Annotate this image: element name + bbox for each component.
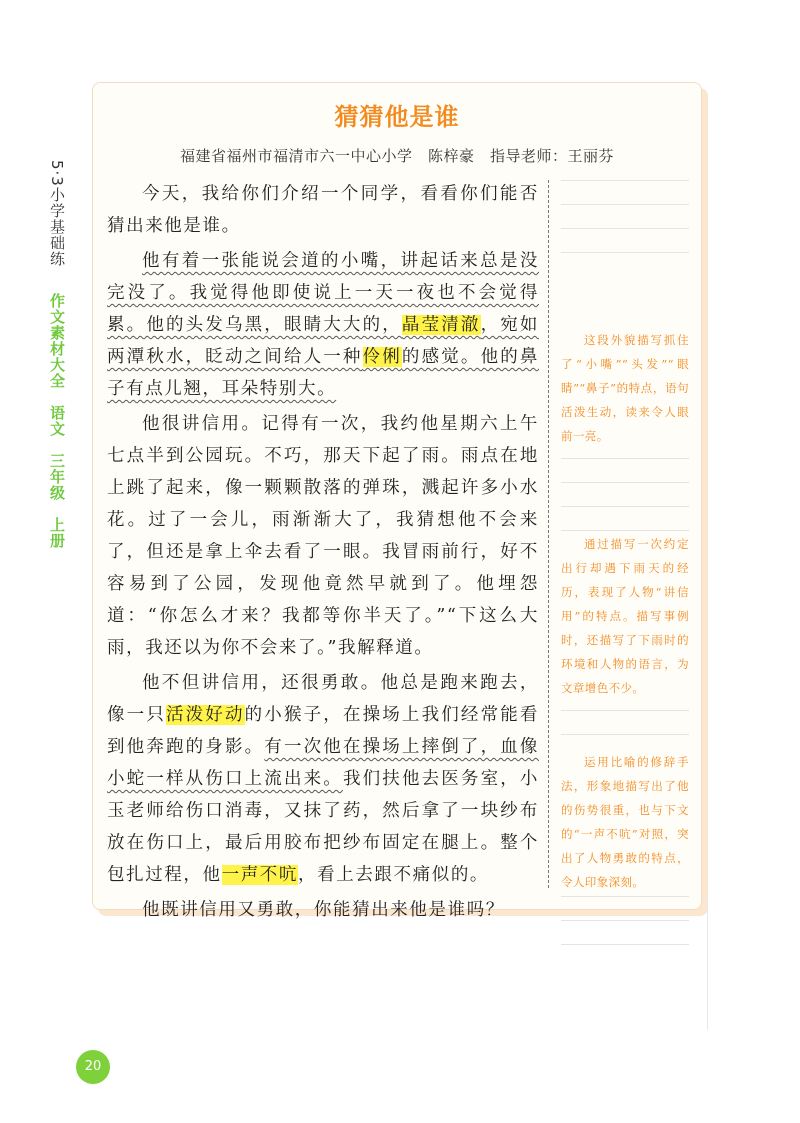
note-rule [561, 530, 689, 531]
annotation-note-2: 通过描写一次约定出行却遇下雨天的经历，表现了人物“讲信用”的特点。描写事例时，还描写了下雨时的环境和人物的语言，为文章增色不少。 [561, 537, 689, 695]
article-title: 猜猜他是谁 [334, 103, 460, 131]
paragraph-2 [107, 245, 539, 405]
note-rule [561, 734, 689, 735]
annotation-note-1: 这段外貌描写抓住了“小嘴”“头发”“眼睛”“鼻子”的特点，语句活泼生动，读来令人眼前一亮。 [561, 333, 689, 443]
book-spine-label [44, 160, 68, 549]
note-rule [561, 458, 689, 459]
text-run: ，宛如两潭秋水，眨动之间给人一种 [107, 315, 540, 367]
wavy-underlined-text: 有一次他在操场上摔倒了，血像小蛇一样从伤口上流出来。 [107, 737, 539, 789]
paragraph-4 [107, 667, 539, 891]
note-rule [561, 180, 689, 181]
page-edge-rule [707, 900, 708, 1030]
book-grade: 三年级 [48, 453, 66, 502]
note-rule [561, 710, 689, 711]
note-rule [561, 506, 689, 507]
wavy-underlined-text [107, 251, 539, 399]
note-rule [561, 252, 689, 253]
text-run: 他不但讲信用，还很勇敢。他总是跑来跑去，像一只 [107, 673, 539, 725]
article-byline: 福建省福州市福清市六一中心小学 陈梓豪 指导老师：王丽芬 [179, 147, 614, 165]
column-divider [548, 180, 549, 888]
note-rule [561, 482, 689, 483]
highlighted-phrase: 伶俐 [362, 347, 402, 367]
highlighted-phrase: 一声不吭 [221, 865, 299, 885]
book-series [48, 283, 66, 550]
text-run: 的小猴子，在操场上我们经常能看到他奔跑的身影。 [107, 705, 539, 757]
paragraph-3: 他很讲信用。记得有一次，我约他星期六上午七点半到公园玩。不巧，那天下起了雨。雨点在地上跳了起来，像一颗颗散落的弹珠，溅起许多小水花。过了一会儿，雨渐渐大了，我猜想他不会来了，但还是拿上伞去看了一眼。我冒雨前行，好不容易到了公园，发现他竟然早就到了。他埋怨道：“你怎么才来？我都等你半天了。”“下这么大雨，我还以为你不会来了。”我解释道。 [107, 414, 539, 658]
article-card [92, 82, 702, 920]
text-run: ，看上去跟不痛似的。 [298, 865, 490, 885]
text-run: 我们扶他去医务室，小玉老师给伤口消毒，又抹了药，然后拿了一块纱布放在伤口上，最后用胶布把纱布固定在腿上。整个包扎过程，他 [107, 769, 540, 885]
note-rule [561, 204, 689, 205]
highlighted-phrase: 晶莹清澈 [401, 315, 481, 335]
book-brand: 5·3小学基础练 [48, 160, 66, 267]
note-rule [561, 228, 689, 229]
note-rule [561, 944, 689, 945]
book-subject: 语文 [48, 404, 66, 437]
page-number: 20 [76, 1050, 110, 1084]
paragraph-1: 今天，我给你们介绍一个同学，看看你们能否猜出来他是谁。 [107, 184, 539, 236]
text-run: 的感觉。他的鼻子有点儿翘，耳朵特别大。 [107, 347, 539, 399]
highlighted-phrase: 活泼好动 [165, 705, 245, 725]
note-rule [561, 896, 689, 897]
book-volume: 上册 [48, 517, 66, 550]
note-rule [561, 920, 689, 921]
text-run: 他有着一张能说会道的小嘴，讲起话来总是没完没了。我觉得他即使说上一天一夜也不会觉得累。他的头发乌黑，眼睛大大的， [107, 251, 539, 335]
paragraph-5: 他既讲信用又勇敢，你能猜出来他是谁吗？ [142, 900, 505, 920]
book-series-title: 作文素材大全 [48, 292, 66, 389]
article-body [107, 178, 539, 929]
annotation-note-3: 运用比喻的修辞手法，形象地描写出了他的伤势很重，也与下文的“一声不吭”对照，突出了人物勇敢的特点，令人印象深刻。 [561, 755, 689, 889]
